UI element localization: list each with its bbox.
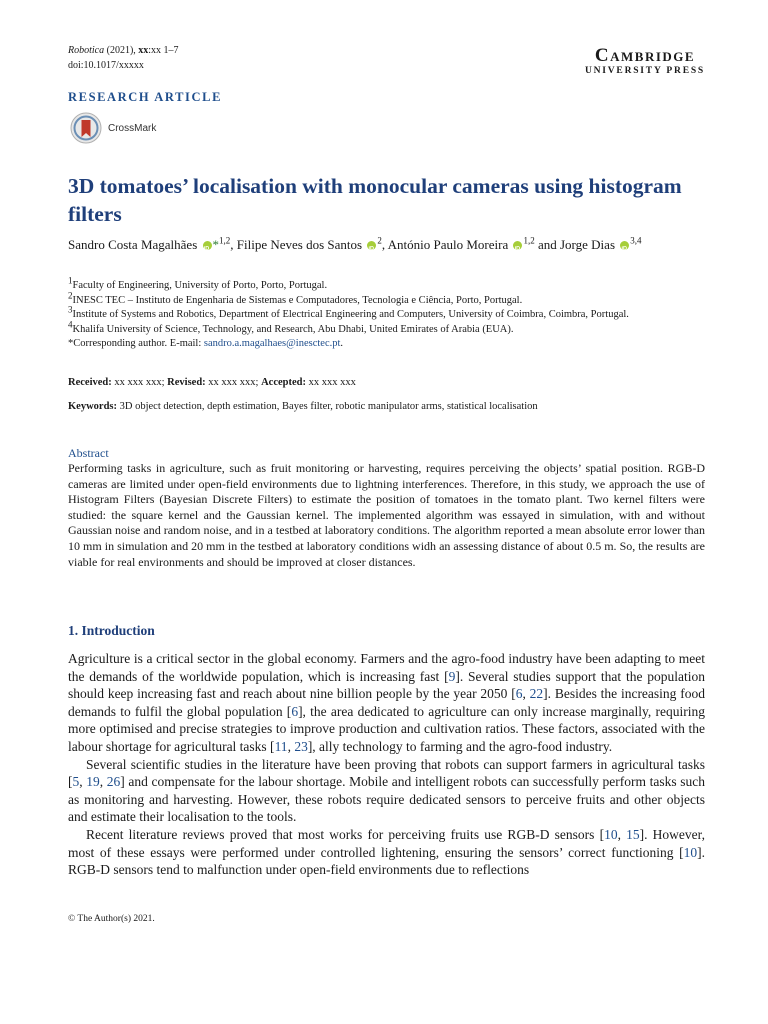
- journal-citation: [68, 44, 179, 58]
- orcid-icon[interactable]: [513, 241, 522, 250]
- copyright-notice: © The Author(s) 2021.: [68, 914, 155, 924]
- body-text-run: Recent literature reviews proved that most works for perceiving fruits use RGB-D sensors [: [86, 826, 605, 842]
- keywords-text: 3D object detection, depth estimation, Bayes filter, robotic manipulator arms, statistical localisation: [117, 401, 538, 412]
- author-separator: and: [534, 237, 560, 252]
- revised-label: Revised:: [167, 377, 206, 388]
- body-text-run: ]. RGB-D sensors tend to malfunction under open-field environments due to reflections: [68, 844, 705, 878]
- affiliation-sup: 3: [68, 304, 73, 315]
- body-text-run: Agriculture is a critical sector in the global economy. Farmers and the agro-food industry have been adapting to meet the demands of the worldwide population, which is increasing fast [: [68, 651, 705, 684]
- affiliation: [68, 304, 705, 323]
- body-text-run: ]. Besides the increasing food demands to fulfil the global population [: [68, 686, 705, 719]
- accepted-label: Accepted:: [261, 377, 306, 388]
- received-label: Received:: [68, 377, 112, 388]
- crossmark-badge[interactable]: [70, 112, 156, 144]
- citation-link[interactable]: 9: [448, 668, 456, 684]
- affiliation-sup: 2: [68, 290, 73, 300]
- crossmark-label: CrossMark: [108, 122, 157, 134]
- corresponding-author: [68, 337, 705, 352]
- citation-link[interactable]: 5: [72, 774, 80, 790]
- author-name[interactable]: Jorge Dias: [560, 237, 616, 252]
- publisher-subname: UNIVERSITY PRESS: [584, 66, 705, 76]
- affiliation-text: INESC TEC – Instituto de Engenharia de Sistemas e Computadores, Tecnologia e Ciência, Porto, Portugal.: [72, 294, 523, 306]
- author-list: [68, 236, 705, 254]
- citation-link[interactable]: 19: [86, 774, 100, 790]
- keywords-label: Keywords:: [68, 401, 117, 412]
- author-name[interactable]: Sandro Costa Magalhães: [68, 237, 198, 252]
- citation-link[interactable]: 11: [274, 738, 288, 754]
- affiliation: [68, 290, 705, 309]
- author-affil-sup: 1,2: [523, 235, 535, 246]
- body-text-run: ], the area dedicated to agriculture can only increase marginally, requiring more optimised and precise strategies to improve production and cultivation ratios. These factors, associated with the labour shortage for agricultural tasks [: [68, 703, 705, 754]
- author-name[interactable]: Filipe Neves dos Santos: [236, 237, 363, 252]
- paper-title: 3D tomatoes’ localisation with monocular cameras using histogram filters: [68, 174, 682, 226]
- citation-link[interactable]: 6: [515, 686, 523, 702]
- orcid-icon[interactable]: [367, 241, 376, 250]
- section-number: 1.: [68, 623, 79, 638]
- section-title: Introduction: [81, 623, 155, 638]
- citation-link[interactable]: 10: [683, 844, 698, 860]
- author-affil-sup: 2: [377, 235, 382, 246]
- citation-link[interactable]: 22: [529, 686, 544, 702]
- affiliation-text: Institute of Systems and Robotics, Department of Electrical Engineering and Computers, University of Coimbra, Coimbra, Portugal.: [72, 309, 629, 320]
- corresponding-mark: *: [212, 237, 220, 252]
- citation-link[interactable]: 26: [106, 774, 121, 790]
- publisher-name: Cambridge: [594, 45, 696, 66]
- body-text-run: ,: [287, 738, 295, 754]
- orcid-icon[interactable]: [203, 241, 212, 250]
- citation-link[interactable]: 10: [604, 826, 618, 842]
- citation-link[interactable]: 15: [626, 826, 640, 842]
- orcid-icon[interactable]: [620, 241, 629, 250]
- body-text-run: ,: [79, 774, 87, 790]
- body-text-run: ]. Several studies support that the population should keep increasing fast and reach about nine billion people by the year 2050 [: [68, 668, 705, 702]
- section-heading: [68, 623, 155, 639]
- revised-date: xx xxx xxx;: [205, 377, 262, 388]
- journal-name: Robotica: [68, 45, 105, 56]
- abstract-heading: Abstract: [68, 446, 109, 460]
- crossmark-icon: [70, 112, 102, 144]
- body-text-run: ]. However, most of these essays were performed under controlled lightening, ensuring the sensors’ correct functioning [: [68, 826, 705, 860]
- body-text: [68, 650, 705, 879]
- author-affil-sup: 3,4: [630, 235, 642, 246]
- publisher-logo: [585, 46, 705, 77]
- affiliation: [68, 275, 705, 294]
- corresponding-label: *Corresponding author. E-mail:: [68, 338, 204, 349]
- body-text-run: ,: [99, 774, 107, 790]
- journal-pages: :xx 1–7: [148, 45, 179, 56]
- journal-year: (2021),: [106, 45, 136, 56]
- author-name[interactable]: António Paulo Moreira: [387, 237, 509, 252]
- received-date: xx xxx xxx;: [111, 377, 168, 388]
- affiliation-text: Khalifa University of Science, Technology, and Research, Abu Dhabi, United Emirates of Arabia (EUA).: [72, 323, 514, 335]
- keywords: [68, 400, 538, 414]
- body-paragraph: [68, 650, 705, 756]
- paper-page: [68, 0, 705, 1024]
- doi[interactable]: doi:10.1017/xxxxx: [68, 60, 144, 71]
- citation-link[interactable]: 23: [294, 738, 308, 754]
- body-text-run: ], ally technology to farming and the agro-food industry.: [307, 738, 613, 754]
- article-type: RESEARCH ARTICLE: [68, 90, 223, 104]
- author-separator: ,: [381, 237, 388, 252]
- accepted-date: xx xxx xxx: [305, 377, 356, 388]
- body-text-run: Several scientific studies in the literature have been proving that robots can support farmers in agricultural tasks [: [68, 756, 705, 790]
- journal-volume: xx: [138, 45, 149, 56]
- affiliation-sup: 4: [68, 319, 73, 329]
- abstract-text: Performing tasks in agriculture, such as fruit monitoring or harvesting, requires perceiving the objects’ spatial position. RGB-D cameras are limited under open-field environments due to lightning interferences. Therefore, in this study, we approach the use of Histogram Filters (Bayesian Discrete Filters) to estimate the position of tomatoes in the tomato plant. Two kernel filters were studied: the square kernel and the Gaussian kernel. The implemented algorithm was essayed in simulation, with and without Gaussian noise and random noise, and in a testbed at laboratory conditions. The algorithm reported a mean absolute error lower than 10 mm in simulation and 20 mm in the testbed at laboratory conditions widh an assessing distance of about 0.5 m. So, the results are viable for real environments and should be improved at closer distances.: [68, 461, 705, 569]
- body-paragraph: [68, 756, 705, 826]
- author-separator: ,: [230, 237, 237, 252]
- corresponding-end: .: [340, 338, 344, 349]
- body-text-run: ,: [522, 686, 530, 702]
- body-text-run: ,: [617, 826, 627, 842]
- article-dates: [68, 376, 356, 390]
- citation-link[interactable]: 6: [291, 703, 299, 719]
- affiliations: [68, 275, 705, 352]
- body-paragraph: [68, 826, 705, 879]
- author-affil-sup: 1,2: [219, 235, 231, 246]
- email-link[interactable]: sandro.a.magalhaes@inesctec.pt: [203, 338, 341, 349]
- affiliation: [68, 319, 705, 338]
- affiliation-sup: 1: [68, 275, 73, 286]
- affiliation-text: Faculty of Engineering, University of Porto, Porto, Portugal.: [72, 280, 328, 291]
- body-text-run: ] and compensate for the labour shortage. Mobile and intelligent robots can successfully perform tasks such as monitoring and harvesting. However, these robots require dedicated sensors to perceive fruits and other objects and estimate their localisation to the tools.: [68, 774, 706, 825]
